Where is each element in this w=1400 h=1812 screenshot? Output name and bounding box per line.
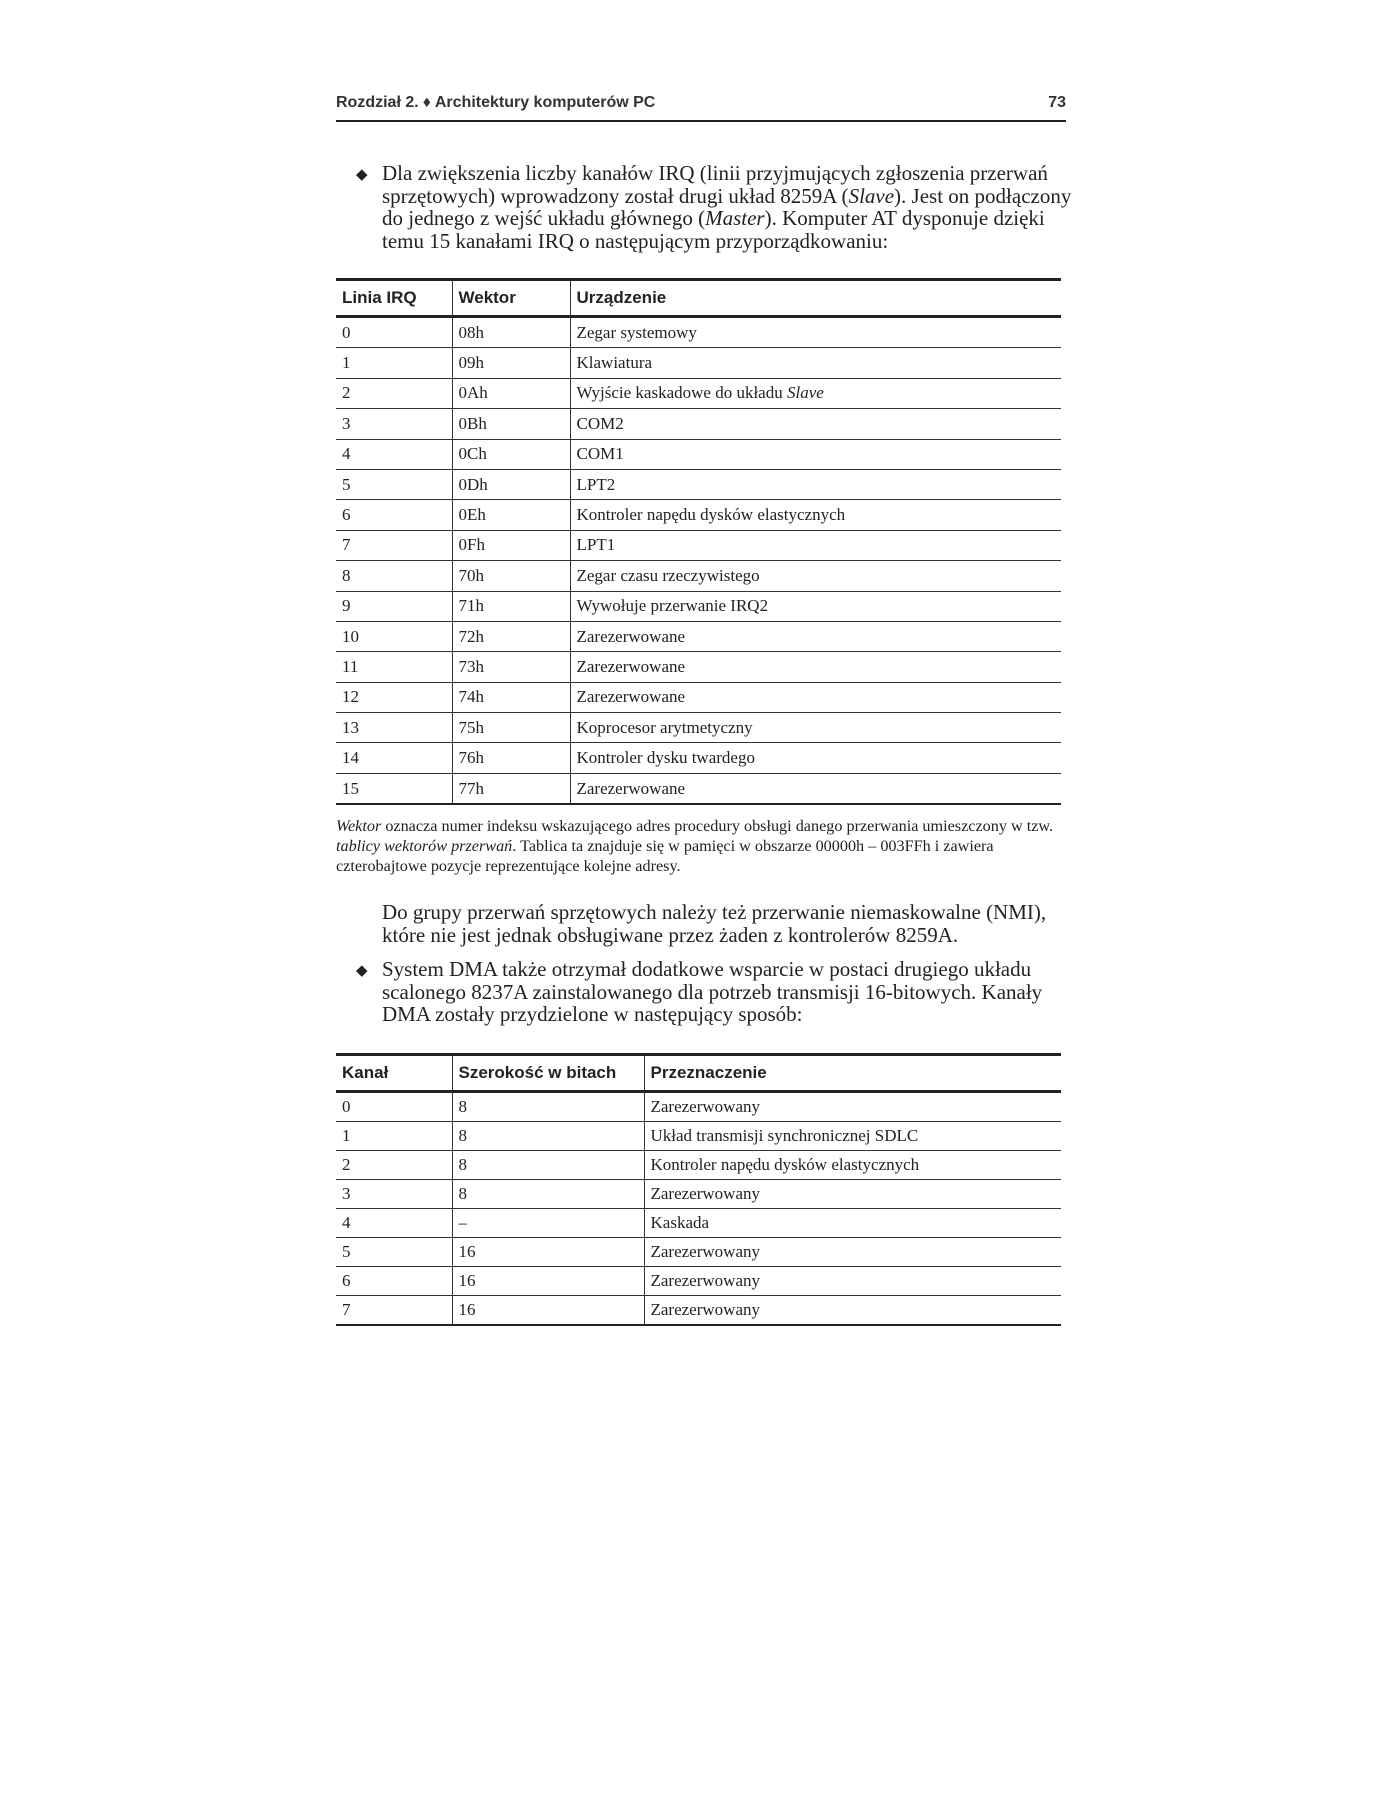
table-cell bbox=[452, 348, 570, 378]
table-header-row bbox=[336, 1055, 1061, 1092]
cell-text: 8 bbox=[458, 1097, 467, 1116]
cell-text: 1 bbox=[342, 1126, 351, 1145]
cell-text: Zegar systemowy bbox=[576, 322, 697, 342]
cell-text: 0Bh bbox=[458, 413, 487, 433]
table-row bbox=[336, 378, 1061, 408]
text-fragment: Dla zwiększenia liczby kanałów IRQ (linii przyjmujących zgłoszenia przerwań sprzętowych) wprowadzony został drugi układ 8259A ( bbox=[382, 161, 1048, 208]
table-cell bbox=[336, 773, 452, 804]
table-cell bbox=[570, 500, 1061, 530]
cell-text: Zarezerwowany bbox=[650, 1242, 760, 1261]
table-cell bbox=[336, 713, 452, 743]
cell-text: 4 bbox=[342, 1213, 351, 1232]
column-header: Urządzenie bbox=[570, 280, 1061, 317]
cell-text: Kaskada bbox=[650, 1213, 710, 1232]
cell-text: 1 bbox=[342, 353, 351, 373]
table-cell bbox=[570, 378, 1061, 408]
cell-text: 10 bbox=[342, 626, 359, 646]
table-row bbox=[336, 500, 1061, 530]
cell-text: Klawiatura bbox=[576, 353, 653, 373]
table-cell bbox=[336, 348, 452, 378]
table-row bbox=[336, 713, 1061, 743]
cell-text: 16 bbox=[458, 1271, 476, 1290]
cell-text: 71h bbox=[458, 596, 484, 616]
chapter-title: Architektury komputerów PC bbox=[434, 94, 656, 111]
table-cell bbox=[644, 1238, 1061, 1267]
cell-text: Zarezerwowany bbox=[650, 1097, 760, 1116]
table-cell bbox=[644, 1151, 1061, 1180]
table-cell bbox=[452, 409, 570, 439]
nmi-paragraph: Do grupy przerwań sprzętowych należy też przerwanie niemaskowalne (NMI), które nie jest jednak obsługiwane przez żaden z kontrolerów 8259A. bbox=[382, 900, 1047, 947]
page-number: 73 bbox=[1048, 94, 1066, 111]
cell-text: Zegar czasu rzeczywistego bbox=[576, 565, 760, 585]
dma-table-body bbox=[336, 1092, 1061, 1326]
table-row bbox=[336, 561, 1061, 591]
cell-text: 8 bbox=[342, 565, 351, 585]
table-cell bbox=[336, 500, 452, 530]
table-cell bbox=[644, 1296, 1061, 1326]
irq-table-body bbox=[336, 317, 1061, 805]
cell-text: Układ transmisji synchronicznej SDLC bbox=[650, 1126, 919, 1145]
table-row bbox=[336, 439, 1061, 469]
cell-text: Kontroler napędu dysków elastycznych bbox=[576, 505, 846, 525]
diamond-bullet-icon: ◆ bbox=[356, 167, 368, 183]
table-cell bbox=[570, 591, 1061, 621]
cell-text: 72h bbox=[458, 626, 484, 646]
table-cell bbox=[452, 591, 570, 621]
cell-text: 16 bbox=[458, 1242, 476, 1261]
cell-text: COM1 bbox=[576, 444, 624, 464]
table-cell bbox=[570, 409, 1061, 439]
italic-term: Master bbox=[705, 206, 765, 230]
table-cell bbox=[336, 591, 452, 621]
cell-text: LPT2 bbox=[576, 474, 616, 494]
cell-text: 15 bbox=[342, 778, 359, 798]
table-cell bbox=[570, 652, 1061, 682]
table-row bbox=[336, 652, 1061, 682]
cell-text: 2 bbox=[342, 383, 351, 403]
cell-text: 5 bbox=[342, 474, 351, 494]
table-cell bbox=[336, 530, 452, 560]
table-cell bbox=[336, 469, 452, 499]
table-cell bbox=[644, 1209, 1061, 1238]
column-header: Kanał bbox=[336, 1055, 452, 1092]
table-row bbox=[336, 1092, 1061, 1122]
table-row bbox=[336, 743, 1061, 773]
cell-text: Kontroler dysku twardego bbox=[576, 748, 755, 768]
table-row bbox=[336, 1296, 1061, 1326]
table-cell bbox=[452, 1267, 644, 1296]
table-row bbox=[336, 591, 1061, 621]
cell-text: 4 bbox=[342, 444, 351, 464]
table-cell bbox=[452, 500, 570, 530]
bullet-irq-text bbox=[382, 162, 1072, 252]
cell-text: 7 bbox=[342, 1300, 351, 1319]
diamond-icon: ♦ bbox=[422, 94, 431, 111]
table-cell bbox=[336, 682, 452, 712]
bullet-dma-text: System DMA także otrzymał dodatkowe wsparcie w postaci drugiego układu scalonego 8237A zainstalowanego dla potrzeb transmisji 16-bitowych. Kanały DMA zostały przydzielone w następujący sposób: bbox=[382, 957, 1043, 1026]
cell-text: Zarezerwowany bbox=[650, 1184, 760, 1203]
table-row bbox=[336, 773, 1061, 804]
cell-text: 12 bbox=[342, 687, 359, 707]
table-row bbox=[336, 621, 1061, 651]
page-header bbox=[336, 94, 1066, 122]
cell-text: 8 bbox=[458, 1184, 467, 1203]
table-cell bbox=[570, 469, 1061, 499]
table-cell bbox=[452, 773, 570, 804]
table-cell bbox=[644, 1180, 1061, 1209]
cell-text: Zarezerwowane bbox=[576, 687, 686, 707]
table-cell bbox=[452, 1238, 644, 1267]
table-row bbox=[336, 409, 1061, 439]
table-row bbox=[336, 1209, 1061, 1238]
column-header: Wektor bbox=[452, 280, 570, 317]
table-cell bbox=[336, 317, 452, 348]
table-cell bbox=[452, 652, 570, 682]
cell-text: 8 bbox=[458, 1126, 467, 1145]
table-cell bbox=[336, 1151, 452, 1180]
column-header: Szerokość w bitach bbox=[452, 1055, 644, 1092]
cell-text: Zarezerwowany bbox=[650, 1300, 760, 1319]
table-cell bbox=[452, 743, 570, 773]
table-cell bbox=[452, 1209, 644, 1238]
text-fragment: ). Jest on podłączony do jednego z wejść układu głównego ( bbox=[382, 183, 1072, 230]
table-cell bbox=[570, 621, 1061, 651]
table-cell bbox=[570, 530, 1061, 560]
table-cell bbox=[452, 621, 570, 651]
cell-text: Wywołuje przerwanie IRQ2 bbox=[576, 596, 769, 616]
cell-text: 6 bbox=[342, 1271, 351, 1290]
cell-text: 0Ch bbox=[458, 444, 487, 464]
table-cell bbox=[336, 743, 452, 773]
column-header: Przeznaczenie bbox=[644, 1055, 1061, 1092]
table-cell bbox=[336, 1122, 452, 1151]
table-cell bbox=[336, 1238, 452, 1267]
cell-text: 14 bbox=[342, 748, 359, 768]
cell-text: 2 bbox=[342, 1155, 351, 1174]
table-cell bbox=[570, 439, 1061, 469]
table-cell bbox=[452, 1151, 644, 1180]
text-fragment: . Tablica ta znajduje się w pamięci w obszarze 00000h – 003FFh i zawiera czterobajtowe pozycje reprezentujące kolejne adresy. bbox=[336, 837, 994, 875]
table-cell bbox=[570, 682, 1061, 712]
bullet-dma bbox=[356, 958, 1056, 1026]
table-row bbox=[336, 348, 1061, 378]
table-header-row bbox=[336, 280, 1061, 317]
table-cell bbox=[452, 1296, 644, 1326]
cell-text: 77h bbox=[458, 778, 484, 798]
table-note bbox=[336, 816, 1061, 876]
column-header: Linia IRQ bbox=[336, 280, 452, 317]
table-cell bbox=[336, 1209, 452, 1238]
table-cell bbox=[570, 348, 1061, 378]
table-row bbox=[336, 1238, 1061, 1267]
table-cell bbox=[452, 317, 570, 348]
cell-text: 5 bbox=[342, 1242, 351, 1261]
cell-text: 08h bbox=[458, 322, 484, 342]
cell-text: Koprocesor arytmetyczny bbox=[576, 717, 753, 737]
table-cell bbox=[336, 1296, 452, 1326]
cell-text: 3 bbox=[342, 413, 351, 433]
irq-table bbox=[336, 278, 1061, 805]
table-row bbox=[336, 1267, 1061, 1296]
text-fragment: oznacza numer indeksu wskazującego adres procedury obsługi danego przerwania umieszczony w tzw. bbox=[381, 817, 1054, 835]
table-cell bbox=[452, 1180, 644, 1209]
table-cell bbox=[336, 561, 452, 591]
cell-text: 76h bbox=[458, 748, 484, 768]
cell-text: 0 bbox=[342, 1097, 351, 1116]
table-cell bbox=[452, 1122, 644, 1151]
table-cell bbox=[452, 378, 570, 408]
cell-text: Kontroler napędu dysków elastycznych bbox=[650, 1155, 920, 1174]
table-cell bbox=[644, 1092, 1061, 1122]
table-row bbox=[336, 1180, 1061, 1209]
table-row bbox=[336, 682, 1061, 712]
cell-text: Zarezerwowane bbox=[576, 778, 686, 798]
table-row bbox=[336, 469, 1061, 499]
cell-text: 13 bbox=[342, 717, 359, 737]
cell-text: – bbox=[458, 1213, 467, 1232]
cell-text: 73h bbox=[458, 656, 484, 676]
cell-text: 0 bbox=[342, 322, 351, 342]
table-cell bbox=[336, 1267, 452, 1296]
table-cell bbox=[452, 1092, 644, 1122]
cell-text: 7 bbox=[342, 535, 351, 555]
cell-text: 0Ah bbox=[458, 383, 488, 403]
italic-term: Slave bbox=[848, 183, 895, 208]
bullet-irq bbox=[356, 161, 1072, 253]
table-row bbox=[336, 1122, 1061, 1151]
table-cell bbox=[336, 409, 452, 439]
italic-term: tablicy wektorów przerwań bbox=[336, 837, 513, 855]
table-row bbox=[336, 1151, 1061, 1180]
table-row bbox=[336, 317, 1061, 348]
table-cell bbox=[336, 378, 452, 408]
table-cell bbox=[644, 1122, 1061, 1151]
cell-text: Wyjście kaskadowe do układu bbox=[576, 383, 787, 403]
table-cell bbox=[336, 621, 452, 651]
cell-text: 11 bbox=[342, 656, 359, 676]
cell-text: 8 bbox=[458, 1155, 467, 1174]
table-cell bbox=[452, 439, 570, 469]
table-cell bbox=[336, 439, 452, 469]
cell-text: 6 bbox=[342, 505, 351, 525]
cell-text: Zarezerwowane bbox=[576, 626, 686, 646]
cell-text: 0Dh bbox=[458, 474, 488, 494]
cell-text: Zarezerwowane bbox=[576, 656, 686, 676]
cell-text: 0Fh bbox=[458, 535, 485, 555]
cell-text: 16 bbox=[458, 1300, 476, 1319]
chapter-label: Rozdział 2. bbox=[336, 94, 419, 111]
cell-text: COM2 bbox=[576, 413, 624, 433]
running-head bbox=[336, 94, 655, 112]
table-cell bbox=[452, 682, 570, 712]
table-cell bbox=[570, 713, 1061, 743]
italic-term: Wektor bbox=[336, 817, 382, 835]
cell-text: 9 bbox=[342, 596, 351, 616]
diamond-bullet-icon: ◆ bbox=[356, 963, 368, 979]
table-cell bbox=[570, 743, 1061, 773]
cell-text: Zarezerwowany bbox=[650, 1271, 760, 1290]
table-cell bbox=[452, 469, 570, 499]
cell-text: 75h bbox=[458, 717, 484, 737]
table-cell bbox=[452, 561, 570, 591]
cell-text: 74h bbox=[458, 687, 484, 707]
table-row bbox=[336, 530, 1061, 560]
cell-text: LPT1 bbox=[576, 535, 616, 555]
table-cell bbox=[644, 1267, 1061, 1296]
dma-table bbox=[336, 1053, 1061, 1326]
cell-text: 70h bbox=[458, 565, 484, 585]
cell-text: 3 bbox=[342, 1184, 351, 1203]
table-cell bbox=[336, 1180, 452, 1209]
table-cell bbox=[336, 1092, 452, 1122]
table-cell bbox=[336, 652, 452, 682]
text-fragment: ). Komputer AT dysponuje dzięki temu 15 kanałami IRQ o następującym przyporządkowaniu: bbox=[382, 206, 1045, 253]
italic-term: Slave bbox=[786, 383, 824, 403]
table-cell bbox=[570, 317, 1061, 348]
cell-text: 0Eh bbox=[458, 505, 486, 525]
table-cell bbox=[452, 530, 570, 560]
table-cell bbox=[452, 713, 570, 743]
table-cell bbox=[570, 773, 1061, 804]
cell-text: 09h bbox=[458, 353, 484, 373]
table-cell bbox=[570, 561, 1061, 591]
